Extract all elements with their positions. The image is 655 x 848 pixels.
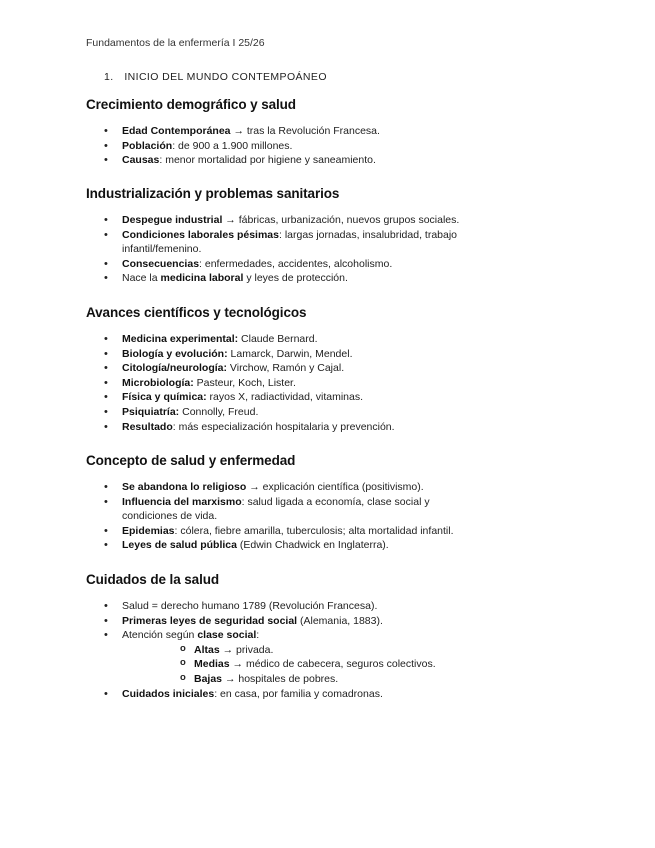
bullet-list: [86, 599, 586, 701]
item-term: Se abandona lo religioso: [122, 481, 247, 493]
item-text: Virchow, Ramón y Cajal.: [227, 362, 345, 375]
list-item: [86, 495, 586, 524]
item-text: → médico de cabecera, seguros colectivos.: [229, 658, 436, 671]
item-text: Claude Bernard.: [238, 333, 318, 345]
item-text: → explicación científica (positivismo).: [246, 481, 424, 493]
item-text: : menor mortalidad por higiene y saneamiento.: [159, 154, 376, 167]
list-item: [86, 405, 586, 420]
item-term: Resultado: [122, 420, 173, 433]
list-item: [86, 538, 586, 553]
list-item: [86, 687, 586, 702]
bullet-list: [86, 124, 586, 168]
item-text: rayos X, radiactividad, vitaminas.: [206, 391, 364, 404]
item-term: Bajas: [194, 672, 223, 685]
list-item: [86, 480, 586, 495]
list-item: [86, 271, 586, 286]
chapter-number: 1.: [104, 71, 114, 83]
list-item: [86, 228, 586, 257]
list-item: [86, 139, 586, 154]
item-term: Medicina experimental:: [122, 333, 239, 345]
item-term: clase social: [197, 629, 257, 642]
section-health-care: [86, 572, 586, 701]
section-industrialization: [86, 186, 586, 286]
item-text: → fábricas, urbanización, nuevos grupos sociales.: [222, 214, 460, 226]
chapter-title: INICIO DEL MUNDO CONTEMPOÁNEO: [124, 71, 327, 83]
section-health-concept: [86, 453, 586, 553]
item-term: Biología y evolución:: [122, 347, 228, 360]
list-item: [86, 420, 586, 435]
sub-list: [122, 643, 586, 687]
item-term: Cuidados iniciales: [122, 687, 215, 700]
item-term: Primeras leyes de seguridad social: [122, 614, 298, 627]
item-term: Población: [122, 139, 173, 152]
item-text: Lamarck, Darwin, Mendel.: [227, 347, 353, 360]
item-term: Psiquiatría:: [122, 405, 180, 418]
list-item: [86, 332, 586, 347]
item-text: : más especialización hospitalaria y prevención.: [172, 420, 395, 433]
page-header: Fundamentos de la enfermería I 25/26: [86, 37, 265, 49]
list-item: [86, 153, 586, 168]
item-text: → hospitales de pobres.: [222, 672, 339, 685]
list-item: [86, 361, 586, 376]
item-continuation: condiciones de vida.: [122, 510, 218, 523]
item-text: :: [256, 629, 260, 642]
item-term: Microbiología:: [122, 376, 194, 389]
item-text: : en casa, por familia y comadronas.: [214, 687, 383, 700]
section-title: Concepto de salud y enfermedad: [86, 453, 296, 468]
bullet-list: [86, 332, 586, 434]
item-text: : enfermedades, accidentes, alcoholismo.: [199, 257, 393, 270]
item-prefix: Atención según: [122, 629, 198, 642]
section-title: Cuidados de la salud: [86, 572, 220, 587]
sub-list-item: [122, 643, 586, 658]
item-text: Connolly, Freud.: [179, 405, 259, 418]
item-term: Leyes de salud pública: [122, 539, 237, 552]
item-term: Medias: [194, 658, 230, 671]
list-item: [86, 524, 586, 539]
list-item: [86, 213, 586, 228]
item-text: (Edwin Chadwick en Inglaterra).: [236, 539, 389, 552]
item-text: : salud ligada a economía, clase social y: [241, 495, 430, 508]
item-term: Causas: [122, 154, 160, 167]
list-item: [86, 347, 586, 362]
sub-list-item: [122, 657, 586, 672]
bullet-list: [86, 213, 586, 286]
list-item: [86, 614, 586, 629]
item-term: Altas: [194, 643, 220, 656]
item-term: Epidemias: [122, 524, 175, 537]
item-text: → tras la Revolución Francesa.: [230, 125, 380, 137]
list-item: [86, 124, 586, 139]
item-term: Condiciones laborales pésimas: [122, 228, 279, 241]
item-text: (Alemania, 1883).: [297, 614, 383, 627]
item-continuation: infantil/femenino.: [122, 243, 202, 256]
item-prefix: Nace la: [122, 272, 161, 285]
item-text: : de 900 a 1.900 millones.: [172, 139, 293, 152]
item-text: Salud = derecho humano 1789 (Revolución Francesa).: [122, 600, 378, 612]
section-title: Avances científicos y tecnológicos: [86, 305, 307, 320]
section-scientific-advances: [86, 305, 586, 434]
item-text: y leyes de protección.: [243, 272, 348, 285]
item-term: Física y química:: [122, 391, 207, 404]
item-term: Despegue industrial: [122, 214, 223, 226]
list-item: [86, 257, 586, 272]
item-text: Pasteur, Koch, Lister.: [193, 376, 296, 389]
chapter-heading: [104, 71, 327, 83]
section-title: Industrialización y problemas sanitarios: [86, 186, 340, 201]
list-item: [86, 628, 586, 686]
item-term: Citología/neurología:: [122, 362, 227, 375]
list-item: [86, 390, 586, 405]
section-title: Crecimiento demográfico y salud: [86, 97, 296, 112]
bullet-list: [86, 480, 586, 553]
item-term: Influencia del marxismo: [122, 495, 242, 508]
sub-list-item: [122, 672, 586, 687]
item-term: Edad Contemporánea: [122, 125, 231, 137]
list-item: [86, 376, 586, 391]
item-text: : cólera, fiebre amarilla, tuberculosis; alta mortalidad infantil.: [174, 524, 454, 537]
item-text: : largas jornadas, insalubridad, trabajo: [278, 228, 458, 241]
item-term: medicina laboral: [160, 272, 244, 285]
list-item: [86, 599, 586, 614]
item-text: → privada.: [219, 643, 274, 656]
item-term: Consecuencias: [122, 257, 200, 270]
section-demographic-growth: [86, 97, 586, 168]
